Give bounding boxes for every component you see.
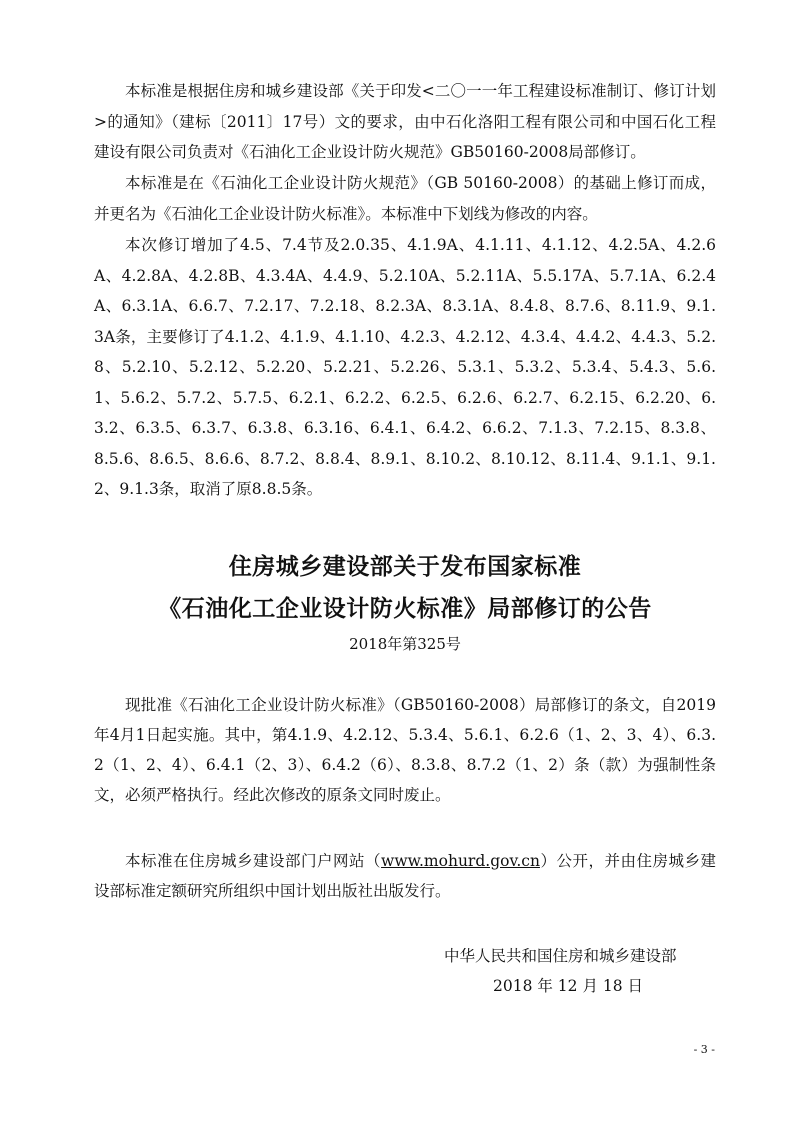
intro-paragraph-3: 本次修订增加了4.5、7.4节及2.0.35、4.1.9A、4.1.11、4.1.12、4.2.5A、4.2.6A、4.2.8A、4.2.8B、4.3.4A、4.4.9、5.2.10A、5.2.11A、5.5.17A、5.7.1A、6.2.4A、6.3.1A、6.6.7、7.2.17、7.2.18、8.2.3A、8.3.1A、8.4.8、8.7.6、8.11.9、9.1.3A条，主要修订了4.1.2、4.1.9、4.1.10、4.2.3、4.2.12、4.3.4、4.4.2、4.4.3、5.2.8、5.2.10、5.2.12、5.2.20、5.2.21、5.2.26、5.3.1、5.3.2、5.3.4、5.4.3、5.6.1、5.6.2、5.7.2、5.7.5、6.2.1、6.2.2、6.2.5、6.2.6、6.2.7、6.2.15、6.2.20、6.3.2、6.3.5、6.3.7、6.3.8、6.3.16、6.4.1、6.4.2、6.6.2、7.1.3、7.2.15、8.3.8、8.5.6、8.6.5、8.6.6、8.7.2、8.8.4、8.9.1、8.10.2、8.10.12、8.11.4、9.1.1、9.1.2、9.1.3条，取消了原8.8.5条。	[94, 236, 716, 498]
announcement-number: 2018年第325号	[349, 635, 461, 653]
signature-organization: 中华人民共和国住房和城乡建设部	[444, 947, 677, 965]
announcement-paragraph-2-before: 本标准在住房城乡建设部门户网站（	[125, 852, 382, 870]
announcement-paragraph-2	[94, 846, 716, 906]
website-link[interactable]: www.mohurd.gov.cn	[381, 852, 540, 870]
announcement-paragraph-1: 现批准《石油化工企业设计防火标准》（GB50160-2008）局部修订的条文，自2019年4月1日起实施。其中，第4.1.9、4.2.12、5.3.4、5.6.1、6.2.6（1、2、3、4）、6.3.2（1、2、4）、6.4.1（2、3）、6.4.2（6）、8.3.8、8.7.2（1、2）条（款）为强制性条文，必须严格执行。经此次修改的原条文同时废止。	[94, 696, 716, 804]
intro-paragraph-1: 本标准是根据住房和城乡建设部《关于印发<二〇一一年工程建设标准制订、修订计划>的通知》（建标〔2011〕17号）文的要求，由中石化洛阳工程有限公司和中国石化工程建设有限公司负责对《石油化工企业设计防火规范》GB50160-2008局部修订。	[94, 82, 716, 161]
announcement-paragraph-2-after: ）公开，并由住房城乡建设部标准定额研究所组织中国计划出版社出版发行。	[94, 852, 716, 900]
announcement-title-line-1: 住房城乡建设部关于发布国家标准	[228, 553, 582, 580]
announcement-title-line-2: 《石油化工企业设计防火标准》局部修订的公告	[158, 595, 652, 622]
signature-date: 2018 年 12 月 18 日	[493, 977, 644, 995]
intro-paragraph-2: 本标准是在《石油化工企业设计防火规范》（GB 50160-2008）的基础上修订而成，并更名为《石油化工企业设计防火标准》。本标准中下划线为修改的内容。	[94, 174, 716, 223]
page-number: - 3 -	[693, 1043, 715, 1056]
